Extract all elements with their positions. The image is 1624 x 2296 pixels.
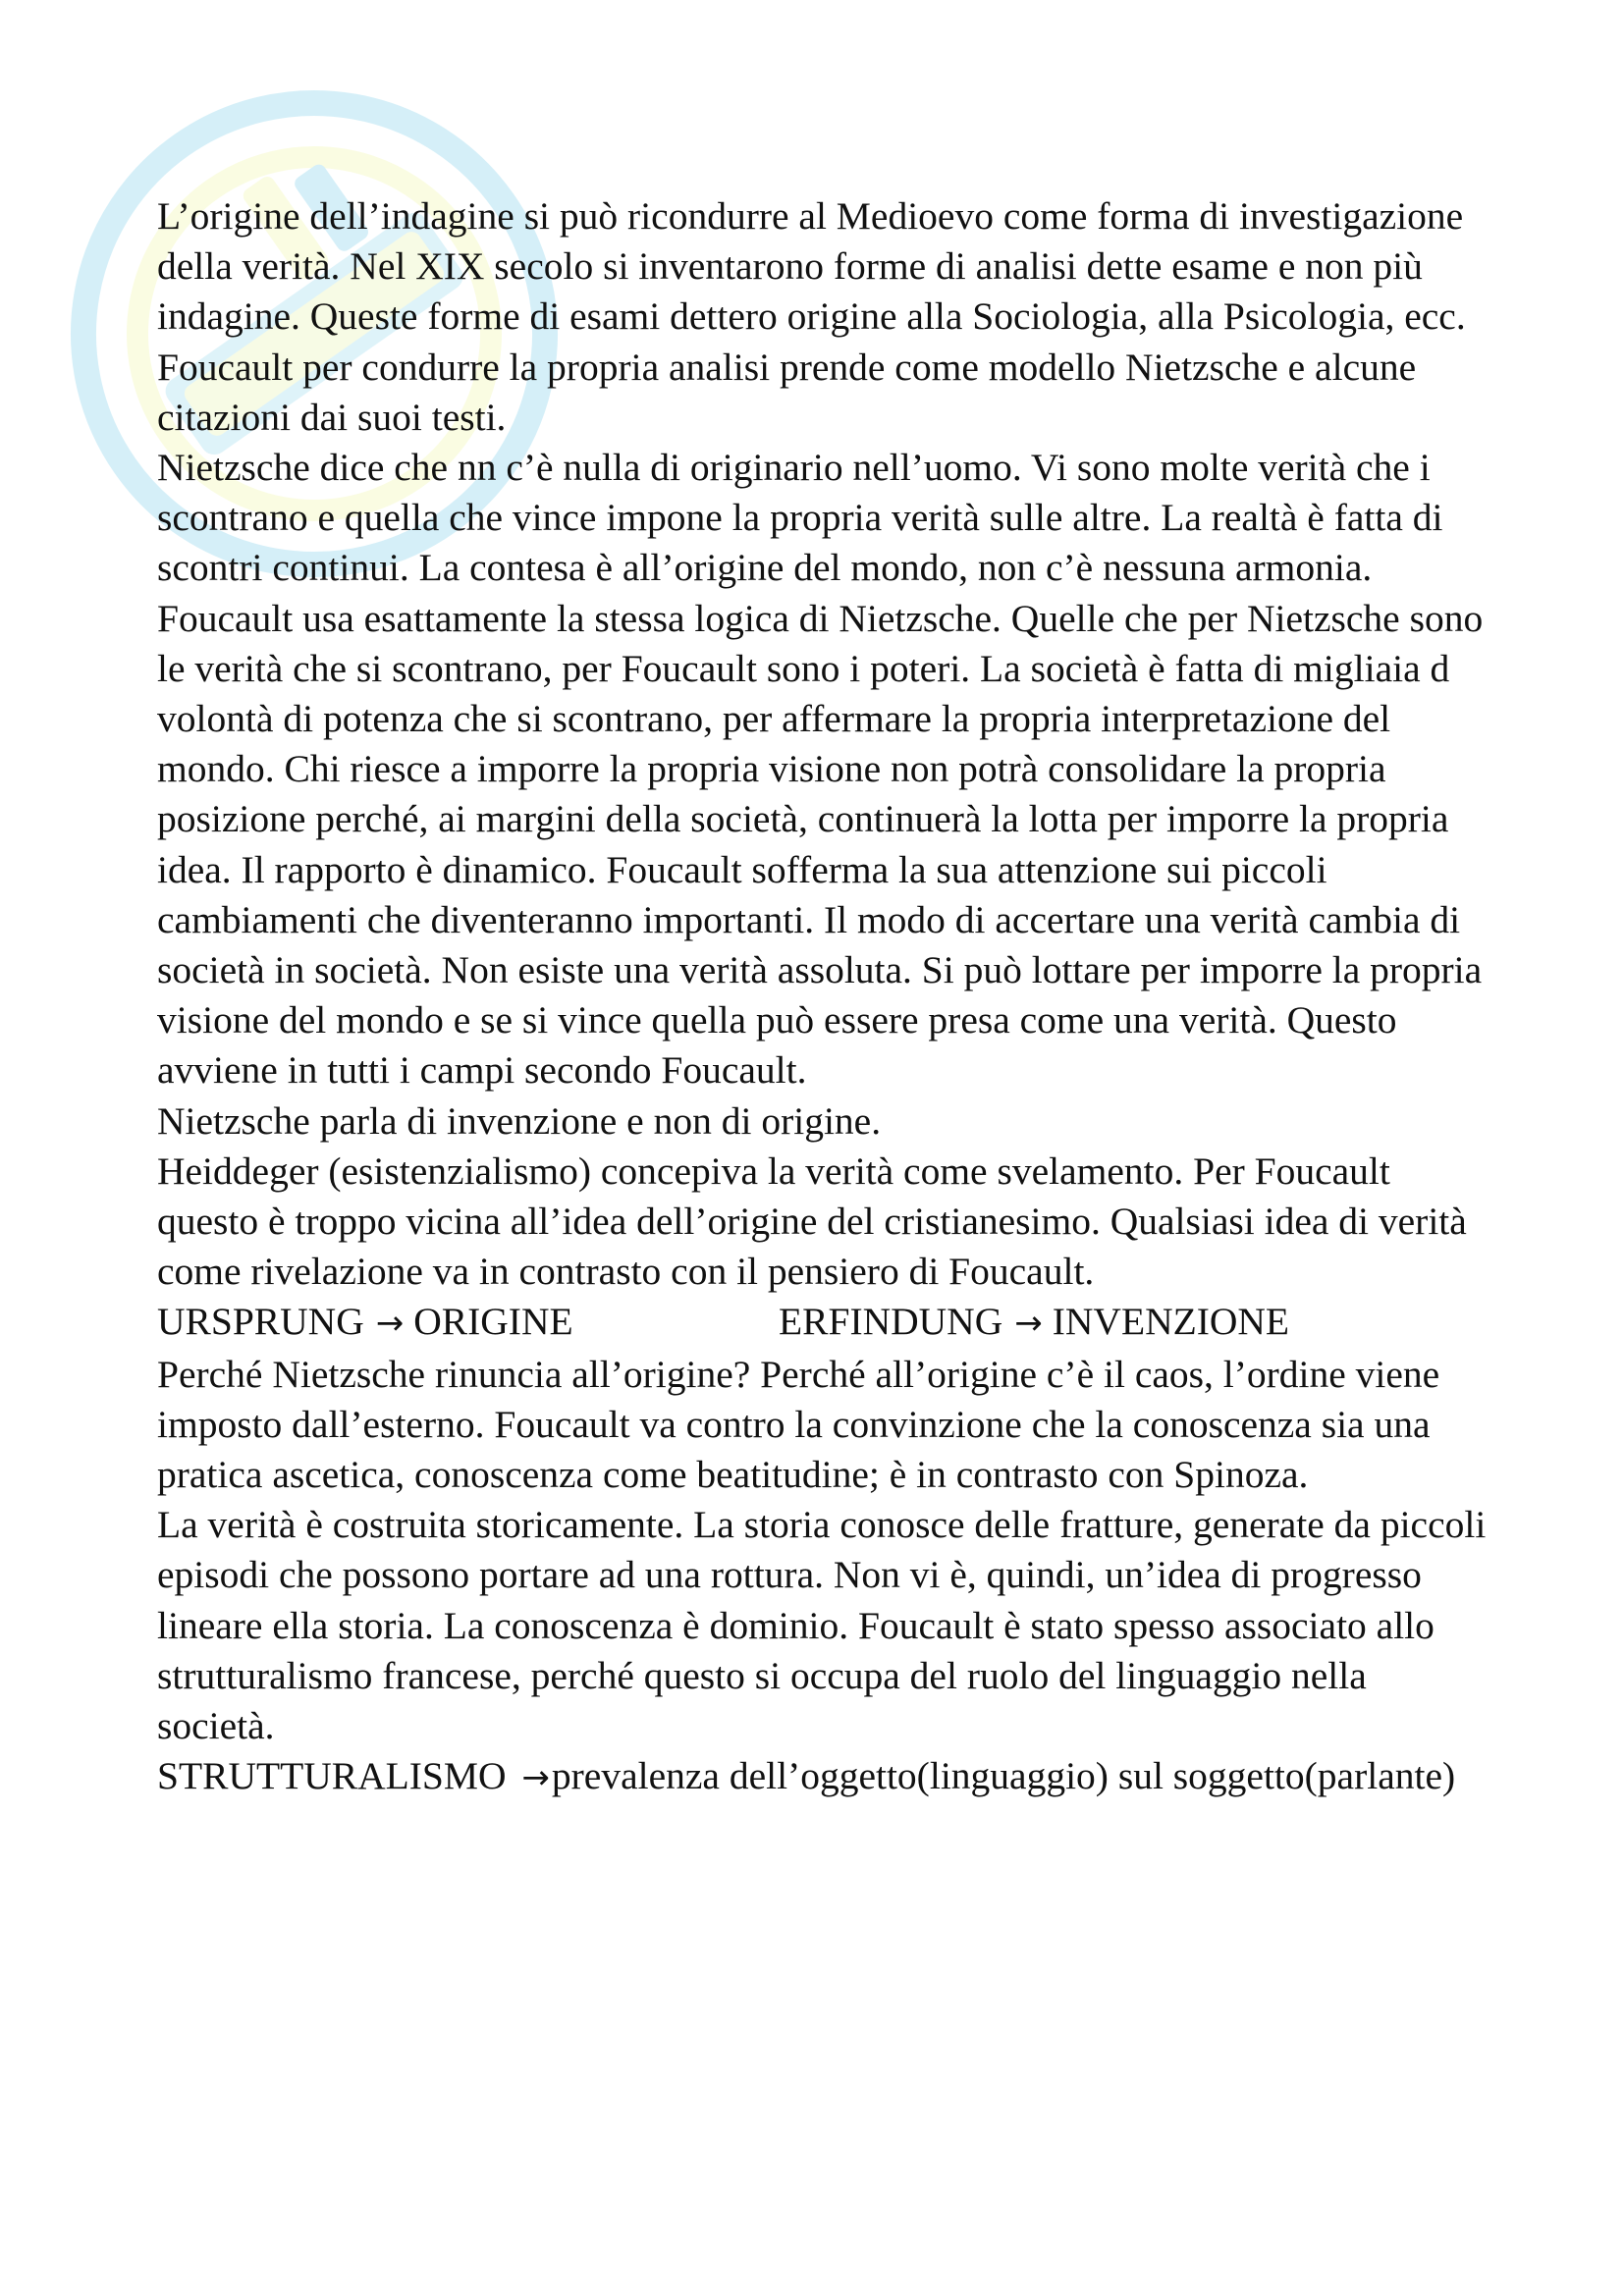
arrow-right-icon: → bbox=[375, 1304, 405, 1344]
paragraph-indagine: L’origine dell’indagine si può ricondurre al Medioevo come forma di investigazione della verità. Nel XIX secolo si inventarono forme di analisi dette esame e non più indagine. Queste forme di esami dettero origine alla Sociologia, alla Psicologia, ecc. bbox=[157, 194, 1466, 339]
erfindung-group bbox=[779, 1297, 1289, 1349]
paragraph-heidegger: Heiddeger (esistenzialismo) concepiva la verità come svelamento. Per Foucault questo è troppo vicina all’idea dell’origine del cristianesimo. Qualsiasi idea di verità come rivelazione va in contrasto con il pensiero di Foucault. bbox=[157, 1148, 1467, 1294]
term-ursprung: URSPRUNG bbox=[157, 1300, 364, 1344]
term-strutturalismo: STRUTTURALISMO bbox=[157, 1754, 507, 1798]
paragraph-caos: Perché Nietzsche rinuncia all’origine? Perché all’origine c’è il caos, l’ordine viene imposto dall’esterno. Foucault va contro la convinzione che la conoscenza sia una pratica ascetica, conoscenza come beatitudine; è in contrasto con Spinoza. bbox=[157, 1352, 1440, 1497]
paragraph-invenzione: Nietzsche parla di invenzione e non di origine. bbox=[157, 1098, 882, 1143]
arrow-right-icon: → bbox=[521, 1758, 550, 1798]
term-origine: ORIGINE bbox=[413, 1300, 573, 1344]
terms-line bbox=[157, 1297, 1492, 1349]
paragraph-nietzsche-scontri: Nietzsche dice che nn c’è nulla di originario nell’uomo. Vi sono molte verità che i scontrano e quella che vince impone la propria verità sulle altre. La realtà è fatta di scontri continui. La contesa è all’origine del mondo, non c’è nessuna armonia. Foucault usa esattamente la stessa logica di Nietzsche. Quelle che per Nietzsche sono le verità che si scontrano, per Foucault sono i poteri. La società è fatta di migliaia d volontà di potenza che si scontrano, per affermare la propria interpretazione del mondo. Chi riesce a imporre la propria visione non potrà consolidare la propria posizione perché, ai margini della società, continuerà la lotta per imporre la propria idea. Il rapporto è dinamico. Foucault sofferma la sua attenzione sui piccoli cambiamenti che diventeranno importanti. Il modo di accertare una verità cambia di società in società. Non esiste una verità assoluta. Si può lottare per imporre la propria visione del mondo e se si vince quella può essere presa come una verità. Questo avviene in tutti i campi secondo Foucault. bbox=[157, 446, 1484, 1093]
paragraph-foucault-modello: Foucault per condurre la propria analisi prende come modello Nietzsche e alcune citazioni dai suoi testi. bbox=[157, 345, 1417, 439]
term-invenzione: INVENZIONE bbox=[1052, 1300, 1290, 1344]
ursprung-group bbox=[157, 1297, 779, 1349]
paragraph-strutturalismo bbox=[157, 1751, 1492, 1803]
strutturalismo-definition: prevalenza dell’oggetto(linguaggio) sul soggetto(parlante) bbox=[551, 1754, 1456, 1798]
arrow-right-icon: → bbox=[1014, 1304, 1043, 1344]
term-erfindung: ERFINDUNG bbox=[779, 1300, 1003, 1344]
paragraph-verita-storica: La verità è costruita storicamente. La storia conosce delle fratture, generate da piccoli episodi che possono portare ad una rottura. Non vi è, quindi, un’idea di progresso lineare ella storia. La conoscenza è dominio. Foucault è stato spesso associato allo strutturalismo francese, perché questo si occupa del ruolo del linguaggio nella società. bbox=[157, 1503, 1487, 1748]
document-body bbox=[157, 191, 1492, 1804]
